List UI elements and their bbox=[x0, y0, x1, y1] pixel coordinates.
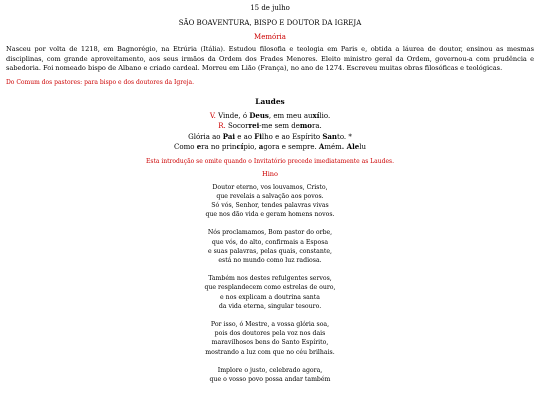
gloria-line-1: Glória ao Pai e ao Filho e ao Espírito Santo. * bbox=[188, 131, 352, 141]
hymn-stanza: Nós proclamamos, Bom pastor do orbe, que vós, do alto, confirmais a Esposa e suas palavras, pelas quais, constante, está no mundo como luz radiosa. bbox=[207, 229, 333, 264]
introduction-verses bbox=[6, 111, 534, 153]
versicle-line: V. Vinde, ó Deus, em meu auxílio. bbox=[209, 110, 331, 120]
hymn-stanza: Doutor eterno, vos louvamos, Cristo, que revelais a salvação aos povos. Só vós, Senhor, tendes palavras vivas que nos dão vida e geram homens novos. bbox=[205, 183, 335, 219]
laudes-heading: Laudes bbox=[255, 96, 285, 106]
hymn-stanza: Implore o justo, celebrado agora, que o vosso povo possa andar também bbox=[209, 366, 331, 383]
office-page bbox=[0, 4, 540, 384]
common-rubric-link[interactable]: Do Comum dos pastores: para bispo e dos doutores da Igreja. bbox=[6, 78, 194, 86]
response-line: R. Socorrei-me sem demora. bbox=[218, 121, 322, 130]
response-label: R. bbox=[218, 122, 226, 130]
hymn-body bbox=[6, 183, 534, 385]
hymn-heading: Hino bbox=[261, 169, 279, 178]
hymn-stanza: Por isso, ó Mestre, a vossa glória soa, pois dos doutores pela voz nos dais maravilhosos bens do Santo Espírito, mostrando a luz com que no céu brilhais. bbox=[205, 320, 335, 356]
gloria-line-2: Como era no princípio, agora e sempre. Amém. Alelu bbox=[174, 142, 366, 151]
saint-biography: Nasceu por volta de 1218, em Bagnorégio, na Etrúria (Itália). Estudou filosofia e teologia em Paris e, obtida a láurea de doutor, ensinou as mesmas disciplinas, com grande aproveitamento, aos seus irmãos da Ordem dos Frades Menores. Eleito ministro geral da Ordem, governou-a com prudência e sabedoria. Foi nomeado bispo de Albano e criado cardeal. Morreu em Lião (França), no ano de 1274. Escreveu muitas obras filosóficas e teológicas. bbox=[6, 45, 534, 72]
feast-title: SÃO BOAVENTURA, BISPO E DOUTOR DA IGREJA bbox=[178, 19, 362, 27]
feast-rank: Memória bbox=[254, 33, 286, 41]
introduction-rubric: Esta introdução se omite quando o Invitatório precede imediatamente as Laudes. bbox=[145, 157, 394, 165]
feast-date: 15 de julho bbox=[250, 4, 290, 12]
versicle-label: V. bbox=[209, 111, 216, 120]
hymn-stanza: Também nos destes refulgentes servos, que resplandecem como estrelas de ouro, e nos explicam a doutrina santa da vida eterna, singular tesouro. bbox=[204, 275, 336, 310]
